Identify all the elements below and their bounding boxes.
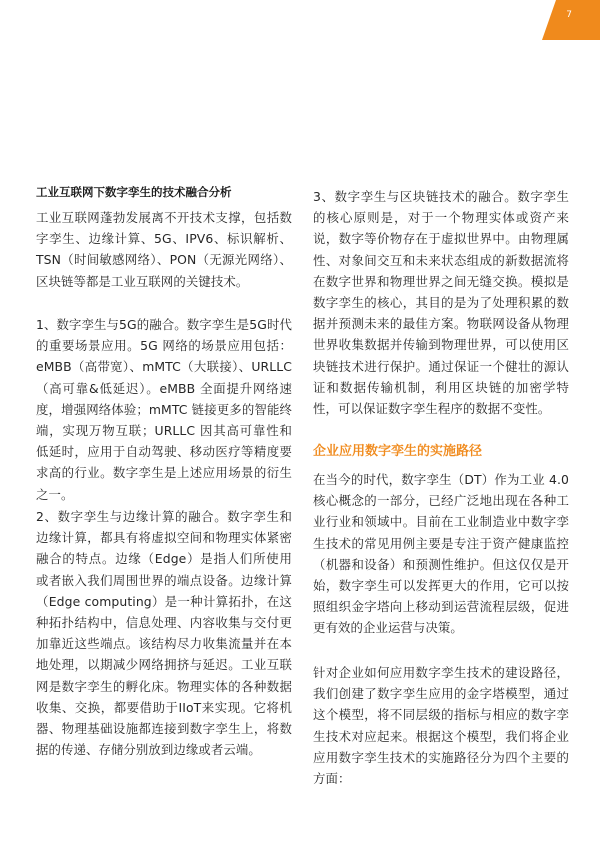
section-heading-tech-fusion: 工业互联网下数字孪生的技术融合分析 [36,185,232,199]
corner-accent-tab [542,0,600,40]
intro-paragraph: 工业互联网蓬勃发展离不开技术支撑，包括数字孪生、边缘计算、5G、IPV6、标识解析、TSN（时间敏感网络）、PON（无源光网络）、区块链等都是工业互联网的关键技术。 [36,210,292,289]
paragraph-blockchain: 3、数字孪生与区块链技术的融合。数字孪生的核心原则是，对于一个物理实体或资产来说，数字等价物存在于虚拟世界中。由物理属性、对象间交互和未来状态组成的新数据流将在数字世界和物理世界之间无缝交换。模拟是数字孪生的核心，其目的是为了处理积累的数据并预测未来的最佳方案。物联网设备从物理世界收集数据并传输到物理世界，可以使用区块链技术进行保护。通过保证一个健壮的源认证和数据传输机制，利用区块链的加密学特性，可以保证数字孪生程序的数据不变性。 [313,189,569,417]
paragraph-dt-industry: 在当今的时代，数字孪生（DT）作为工业 4.0 核心概念的一部分，已经广泛地出现在各种工业行业和领域中。目前在工业制造业中数字孪生技术的常见用例主要是专注于资产健康监控（机器和设备）和预测性维护。但这仅仅是开始，数字孪生可以发挥更大的作用，它可以按照组织金字塔向上移动到运营流程层级，促进更有效的企业运营与决策。 [313,472,569,636]
paragraph-5g: 1、数字孪生与5G的融合。数字孪生是5G时代的重要场景应用。5G 网络的场景应用包括：eMBB（高带宽）、mMTC（大联接）、URLLC（高可靠&低延迟）。eMBB 全面提升网络速度，增强网络体验；mMTC 链接更多的智能终端，实现万物互联；URLLC 因其高可靠性和低延时，应用于自动驾驶、移动医疗等精度要求高的行业。数字孪生是上述应用场景的衍生之一。 [36,317,292,502]
section-heading-implementation-path: 企业应用数字孪生的实施路径 [313,444,483,459]
paragraph-pyramid-model: 针对企业如何应用数字孪生技术的建设路径，我们创建了数字孪生应用的金字塔模型，通过这个模型，将不同层级的指标与相应的数字孪生技术对应起来。根据这个模型，我们将企业应用数字孪生技术的实施路径分为四个主要的方面： [313,665,569,787]
page-number: 7 [566,10,572,20]
paragraph-edge-computing: 2、数字孪生与边缘计算的融合。数字孪生和边缘计算，都具有将虚拟空间和物理实体紧密融合的特点。边缘（Edge）是指人们所使用或者嵌入我们周围世界的端点设备。边缘计算（Edge computing）是一种计算拓扑，在这种拓扑结构中，信息处理、内容收集与交付更加靠近这些端点。该结构尽力收集流量并在本地处理，以期减少网络拥挤与延迟。工业互联网是数字孪生的孵化床。物理实体的各种数据收集、交换，都要借助于IIoT来实现。它将机器、物理基础设施都连接到数字孪生上，将数据的传递、存储分别放到边缘或者云端。 [36,509,292,758]
